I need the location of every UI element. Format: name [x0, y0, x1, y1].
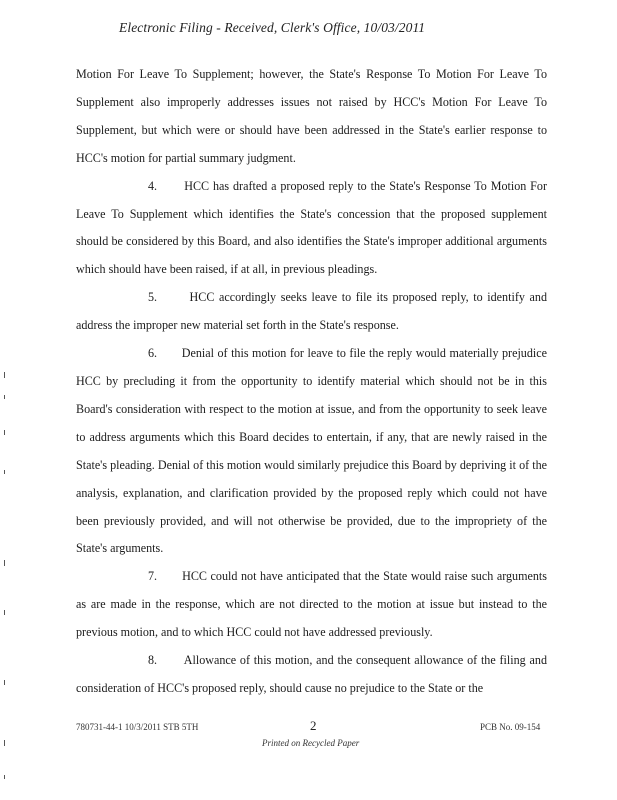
paragraph-number: 4.	[148, 178, 158, 193]
paragraph-8	[76, 647, 547, 703]
footer-document-id: 780731-44-1 10/3/2011 STB 5TH	[76, 722, 199, 732]
scan-artifact	[4, 610, 5, 615]
filing-stamp-header: Electronic Filing - Received, Clerk's Office, 10/03/2011	[119, 20, 426, 35]
scan-artifact	[4, 395, 5, 399]
paragraph-6	[76, 340, 547, 563]
paragraph-number: 8.	[148, 653, 158, 668]
scan-artifact	[4, 680, 5, 685]
page-number: 2	[310, 718, 317, 733]
paragraph-number: 6.	[148, 346, 158, 361]
scan-artifact	[4, 560, 5, 566]
paragraph-7	[76, 563, 547, 647]
scan-artifact	[4, 372, 5, 378]
paragraph-text: HCC has drafted a proposed reply to the State's Response To Motion For Leave To Supplement which identifies the State's concession that the proposed supplement should be considered by this Board, and also identifies the State's improper additional arguments which should have been raised, if at all, in previous pleadings.	[76, 178, 547, 277]
continuation-paragraph: Motion For Leave To Supplement; however, the State's Response To Motion For Leave To Supplement also improperly addresses issues not raised by HCC's Motion For Leave To Supplement, but which were or should have been addressed in the State's earlier response to HCC's motion for partial summary judgment.	[76, 67, 547, 165]
recycled-paper-note: Printed on Recycled Paper	[262, 738, 360, 748]
paragraph-5	[76, 284, 547, 340]
paragraph-text: HCC accordingly seeks leave to file its proposed reply, to identify and address the improper new material set forth in the State's response.	[76, 290, 547, 333]
paragraph-4	[76, 173, 547, 285]
scan-artifact	[4, 470, 5, 474]
paragraph-text: Allowance of this motion, and the consequent allowance of the filing and consideration of HCC's proposed reply, should cause no prejudice to the State or the	[76, 653, 547, 695]
paragraph-text: HCC could not have anticipated that the State would raise such arguments as are made in the response, which are not directed to the motion at issue but instead to the previous motion, and to which HCC could not have addressed previously.	[76, 569, 547, 640]
document-body	[76, 61, 547, 703]
paragraph-text: Denial of this motion for leave to file the reply would materially prejudice HCC by precluding it from the opportunity to identify material which should not be in this Board's consideration with respect to the motion at issue, and from the opportunity to seek leave to address arguments which this Board decides to entertain, if any, that are newly raised in the State's pleading. Denial of this motion would similarly prejudice this Board by depriving it of the analysis, explanation, and clarification provided by the proposed reply which could not have been previously provided, and will not otherwise be provided, due to the impropriety of the State's arguments.	[76, 346, 547, 556]
scan-artifact	[4, 430, 5, 435]
scan-artifact	[4, 740, 5, 746]
paragraph-number: 5.	[148, 290, 158, 305]
case-number: PCB No. 09-154	[480, 722, 541, 732]
paragraph-number: 7.	[148, 569, 158, 584]
scan-artifact	[4, 775, 5, 779]
